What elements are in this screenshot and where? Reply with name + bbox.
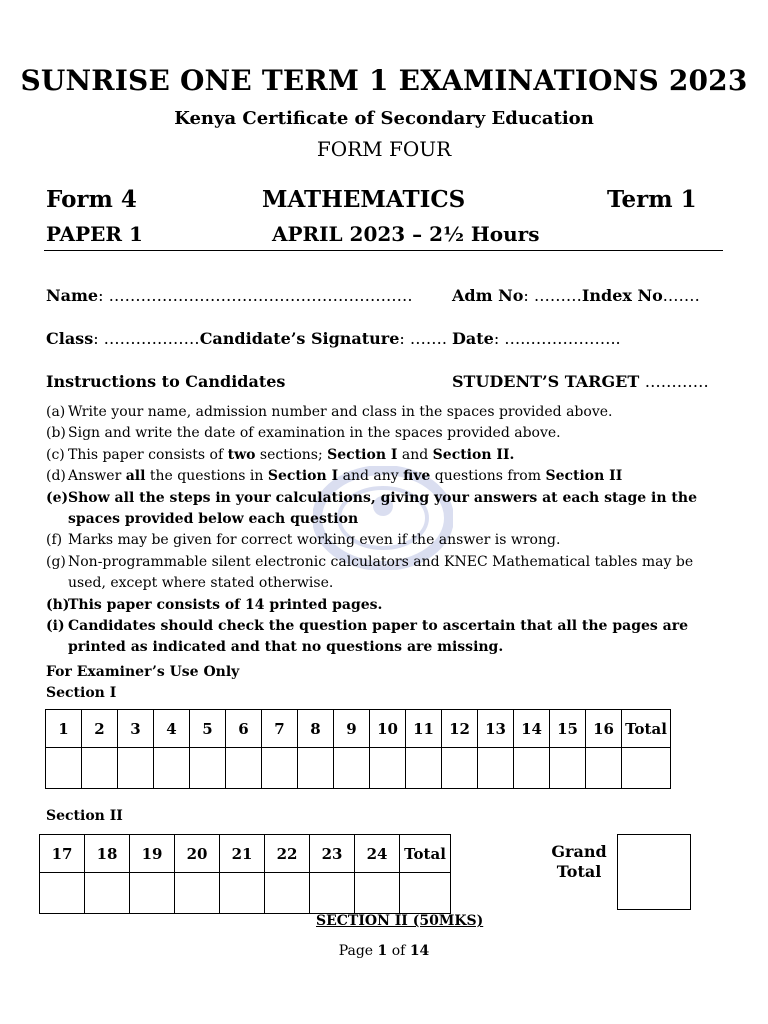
- instruction-item: [46, 488, 726, 531]
- score-cell[interactable]: [334, 748, 370, 789]
- class-label: Class: [46, 329, 94, 348]
- grand-total-box[interactable]: [617, 834, 691, 910]
- question-number-cell: 13: [478, 710, 514, 748]
- score-cell[interactable]: [355, 873, 400, 914]
- section2-score-row: [40, 873, 451, 914]
- question-number-cell: 4: [154, 710, 190, 748]
- score-cell[interactable]: [190, 748, 226, 789]
- question-number-cell: 1: [46, 710, 82, 748]
- page-number: 1: [377, 943, 388, 959]
- question-number-cell: 11: [406, 710, 442, 748]
- section2-marks-table: [39, 834, 451, 914]
- signature-label: Candidate’s Signature: [199, 329, 400, 348]
- exam-subtitle: Kenya Certificate of Secondary Education: [174, 108, 594, 129]
- question-number-cell: 16: [586, 710, 622, 748]
- question-number-cell: 18: [85, 835, 130, 873]
- date-dots: : …..……………..: [493, 329, 621, 348]
- instruction-item: [46, 552, 726, 595]
- date-field[interactable]: [452, 329, 621, 348]
- page-footer: Page 1 of 14: [338, 943, 430, 959]
- question-number-cell: 2: [82, 710, 118, 748]
- index-dots: .……: [662, 286, 700, 305]
- question-number-cell: 23: [310, 835, 355, 873]
- question-number-cell: Total: [400, 835, 451, 873]
- form-label: Form 4: [46, 186, 137, 213]
- question-number-cell: 21: [220, 835, 265, 873]
- term-label: Term 1: [607, 186, 697, 213]
- instruction-tag: (e): [46, 489, 69, 506]
- date-duration-label: APRIL 2023 – 2½ Hours: [272, 222, 540, 246]
- form-level: FORM FOUR: [316, 137, 452, 161]
- score-cell[interactable]: [442, 748, 478, 789]
- instruction-text: Candidates should check the question paper to ascertain that all the pages are printed as indicated and that no questions are missing.: [68, 618, 689, 656]
- examiner-section: [46, 662, 239, 704]
- section2-marks-heading: SECTION II (50MKS): [316, 913, 484, 929]
- instruction-text: Non-programmable silent electronic calculators and KNEC Mathematical tables may be used, except where stated otherwise.: [68, 553, 694, 592]
- section1-score-row: [46, 748, 671, 789]
- score-cell[interactable]: [310, 873, 355, 914]
- instruction-text: Marks may be given for correct working even if the answer is wrong.: [68, 532, 561, 549]
- instruction-tag: (f): [46, 532, 63, 549]
- score-cell[interactable]: [370, 748, 406, 789]
- question-number-cell: 10: [370, 710, 406, 748]
- score-cell[interactable]: [298, 748, 334, 789]
- instruction-item: [46, 466, 726, 487]
- score-cell[interactable]: [175, 873, 220, 914]
- question-number-cell: 6: [226, 710, 262, 748]
- question-number-cell: 14: [514, 710, 550, 748]
- score-cell[interactable]: [82, 748, 118, 789]
- section1-label: Section I: [46, 685, 117, 701]
- instruction-tag: (b): [46, 425, 66, 442]
- target-label: STUDENT’S TARGET: [452, 372, 645, 391]
- instruction-text: Sign and write the date of examination in the spaces provided above.: [68, 425, 561, 442]
- question-number-cell: 9: [334, 710, 370, 748]
- adm-index-field[interactable]: [452, 286, 700, 305]
- instruction-tag: (d): [46, 468, 66, 485]
- section1-marks-table: [45, 709, 671, 789]
- name-label: Name: [46, 286, 99, 305]
- instruction-item: [46, 402, 726, 423]
- score-cell[interactable]: [40, 873, 85, 914]
- name-field[interactable]: [46, 286, 413, 305]
- page-total: 14: [409, 943, 430, 959]
- adm-label: Adm No: [452, 286, 524, 305]
- score-cell[interactable]: [478, 748, 514, 789]
- section2-label: Section II: [46, 808, 123, 824]
- instruction-text: Answer all the questions in Section I and any five questions from Section II: [68, 468, 623, 485]
- score-cell[interactable]: [406, 748, 442, 789]
- instruction-tag: (a): [46, 404, 66, 420]
- instruction-tag: (g): [46, 553, 66, 570]
- score-cell[interactable]: [514, 748, 550, 789]
- instruction-item: [46, 530, 726, 551]
- question-number-cell: Total: [622, 710, 671, 748]
- score-cell[interactable]: [220, 873, 265, 914]
- question-number-cell: 3: [118, 710, 154, 748]
- instructions-list: [46, 402, 726, 659]
- paper-label: PAPER 1: [46, 222, 143, 246]
- question-number-cell: 8: [298, 710, 334, 748]
- score-cell[interactable]: [154, 748, 190, 789]
- instruction-text: Show all the steps in your calculations, giving your answers at each stage in the spaces provided below each question: [68, 489, 697, 528]
- instruction-tag: (h): [46, 596, 70, 613]
- exam-title: SUNRISE ONE TERM 1 EXAMINATIONS 2023: [20, 64, 748, 97]
- score-cell[interactable]: [118, 748, 154, 789]
- question-number-cell: 22: [265, 835, 310, 873]
- instruction-item: [46, 423, 726, 444]
- instruction-item: [46, 616, 726, 659]
- score-cell[interactable]: [226, 748, 262, 789]
- question-number-cell: 12: [442, 710, 478, 748]
- class-dots: : ………………: [93, 329, 200, 348]
- student-target-field[interactable]: [452, 372, 709, 391]
- instruction-item: [46, 595, 726, 616]
- question-number-cell: 20: [175, 835, 220, 873]
- question-number-cell: 7: [262, 710, 298, 748]
- instruction-item: [46, 445, 726, 466]
- header-divider: [44, 250, 723, 251]
- grand-total-label: Grand Total: [551, 842, 607, 881]
- question-number-cell: 17: [40, 835, 85, 873]
- score-cell[interactable]: [85, 873, 130, 914]
- instruction-text: This paper consists of 14 printed pages.: [68, 596, 383, 613]
- score-cell[interactable]: [550, 748, 586, 789]
- section2-header-row: [40, 835, 451, 873]
- score-cell[interactable]: [262, 748, 298, 789]
- subject-label: MATHEMATICS: [262, 186, 466, 213]
- adm-dots: : ………: [523, 286, 582, 305]
- score-cell[interactable]: [400, 873, 451, 914]
- question-number-cell: 15: [550, 710, 586, 748]
- signature-dots: : …….: [399, 329, 447, 348]
- question-number-cell: 19: [130, 835, 175, 873]
- instruction-tag: (c): [46, 446, 65, 463]
- score-cell[interactable]: [622, 748, 671, 789]
- instruction-text: This paper consists of two sections; Section I and Section II.: [68, 446, 515, 463]
- examiner-heading: For Examiner’s Use Only: [46, 664, 240, 680]
- class-signature-field[interactable]: [46, 329, 447, 348]
- target-dots: …………: [644, 372, 709, 391]
- name-dots: : …………………………………………………: [98, 286, 413, 305]
- score-cell[interactable]: [586, 748, 622, 789]
- instructions-heading: Instructions to Candidates: [46, 372, 286, 391]
- score-cell[interactable]: [46, 748, 82, 789]
- index-label: Index No: [581, 286, 663, 305]
- question-number-cell: 24: [355, 835, 400, 873]
- section1-header-row: [46, 710, 671, 748]
- date-label: Date: [452, 329, 494, 348]
- score-cell[interactable]: [265, 873, 310, 914]
- instruction-tag: (i): [46, 618, 65, 635]
- question-number-cell: 5: [190, 710, 226, 748]
- score-cell[interactable]: [130, 873, 175, 914]
- instruction-text: Write your name, admission number and class in the spaces provided above.: [68, 404, 613, 420]
